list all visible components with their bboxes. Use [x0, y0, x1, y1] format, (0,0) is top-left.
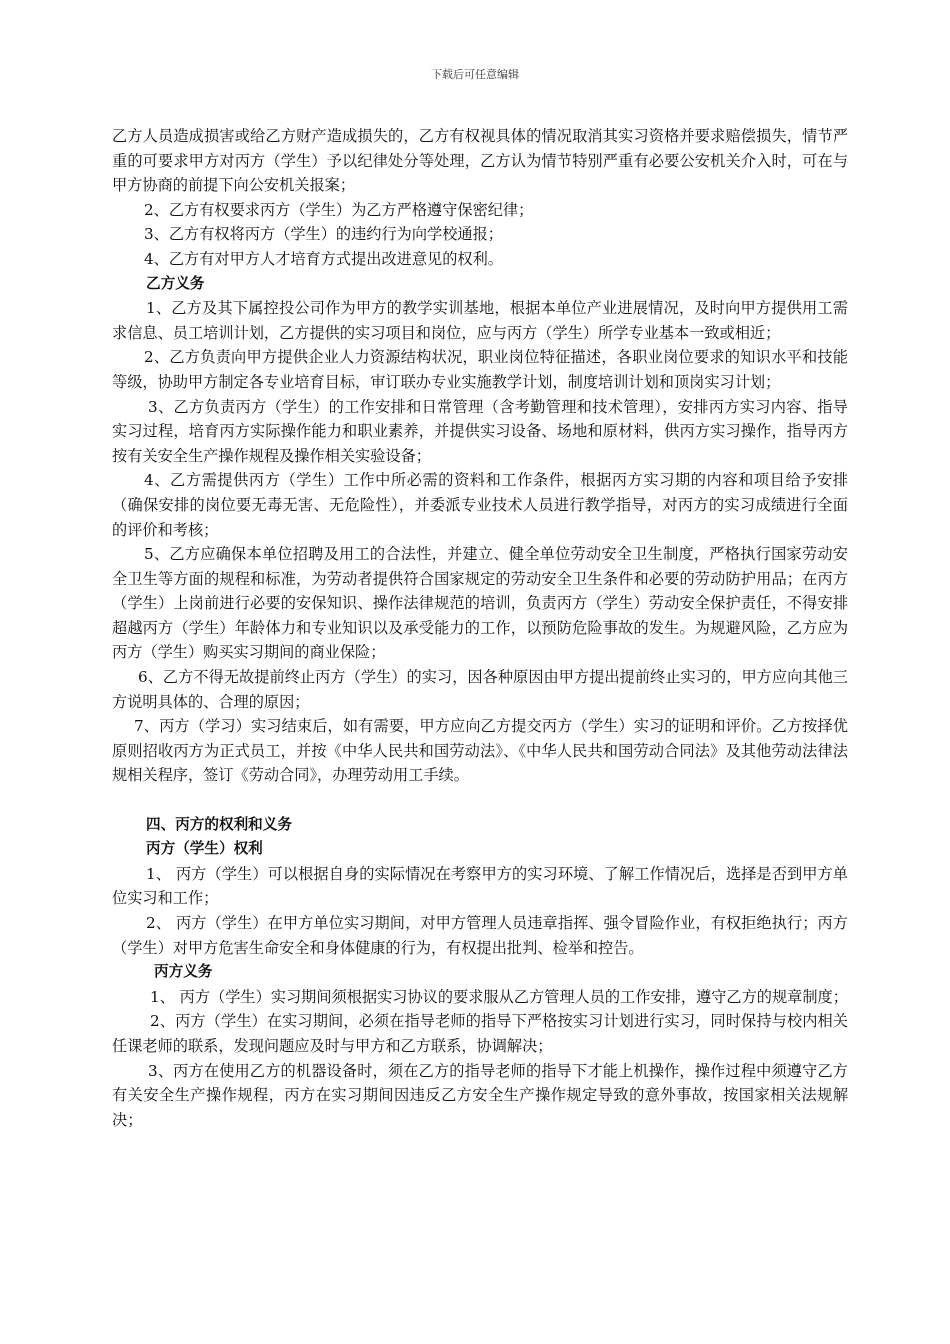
paragraph: 乙方人员造成损害或给乙方财产造成损失的，乙方有权视具体的情况取消其实习资格并要求赔偿损失，情节严重的可要求甲方对丙方（学生）予以纪律处分等处理，乙方认为情节特别严重有必要公安机关介入时，可在与甲方协商的前提下向公安机关报案； [112, 127, 848, 195]
section-heading: 四、丙方的权利和义务 [146, 815, 292, 833]
paragraph: 4、乙方有对甲方人才培育方式提出改进意见的权利。 [144, 249, 503, 268]
page-header: 下载后可任意编辑 [431, 68, 519, 81]
document-body [112, 124, 848, 1132]
paragraph: 5、乙方应确保本单位招聘及用工的合法性，并建立、健全单位劳动安全卫生制度，严格执行国家劳动安全卫生等方面的规程和标准，为劳动者提供符合国家规定的劳动安全卫生条件和必要的劳动防护用品；在丙方（学生）上岗前进行必要的安保知识、操作法律规范的培训，负责丙方（学生）劳动安全保护责任，不得安排超越丙方（学生）年龄体力和专业知识以及承受能力的工作，以预防危险事故的发生。为规避风险，乙方应为丙方（学生）购买实习期间的商业保险； [112, 545, 848, 662]
paragraph: 2、丙方（学生）在实习期间，必须在指导老师的指导下严格按实习计划进行实习，同时保持与校内相关任课老师的联系，发现问题应及时与甲方和乙方联系，协调解决； [112, 1012, 848, 1055]
section-heading: 乙方义务 [146, 274, 205, 292]
paragraph: 7、丙方（学习）实习结束后，如有需要，甲方应向乙方提交丙方（学生）实习的证明和评价。乙方按择优原则招收丙方为正式员工，并按《中华人民共和国劳动法》、《中华人民共和国劳动合同法》及其他劳动法律法规相关程序，签订《劳动合同》，办理劳动用工手续。 [112, 717, 848, 785]
paragraph: 2、乙方负责向甲方提供企业人力资源结构状况，职业岗位特征描述，各职业岗位要求的知识水平和技能等级，协助甲方制定各专业培育目标，审订联办专业实施教学计划，制度培训计划和顶岗实习计划； [112, 348, 848, 391]
paragraph: 3、丙方在使用乙方的机器设备时，须在乙方的指导老师的指导下才能上机操作，操作过程中须遵守乙方有关安全生产操作规程，丙方在实习期间因违反乙方安全生产操作规定导致的意外事故，按国家相关法规解决； [112, 1061, 848, 1129]
paragraph: 1、 丙方（学生）实习期间须根据实习协议的要求服从乙方管理人员的工作安排，遵守乙方的规章制度； [150, 987, 848, 1006]
blank-line [112, 788, 848, 813]
paragraph: 3、乙方有权将丙方（学生）的违约行为向学校通报； [144, 225, 503, 244]
section-heading: 丙方（学生）权利 [146, 840, 263, 858]
paragraph: 3、乙方负责丙方（学生）的工作安排和日常管理（含考勤管理和技术管理），安排丙方实习内容、指导实习过程，培育丙方实际操作能力和职业素养，并提供实习设备、场地和原材料，供丙方实习操作，指导丙方按有关安全生产操作规程及操作相关实验设备； [112, 397, 848, 465]
paragraph: 2、乙方有权要求丙方（学生）为乙方严格遵守保密纪律； [144, 200, 534, 219]
paragraph: 2、 丙方（学生）在甲方单位实习期间，对甲方管理人员违章指挥、强令冒险作业，有权拒绝执行；丙方（学生）对甲方危害生命安全和身体健康的行为，有权提出批判、检举和控告。 [112, 914, 848, 957]
paragraph: 4、乙方需提供丙方（学生）工作中所必需的资料和工作条件，根据丙方实习期的内容和项目给予安排（确保安排的岗位要无毒无害、无危险性），并委派专业技术人员进行教学指导，对丙方的实习成绩进行全面的评价和考核； [112, 471, 848, 539]
section-heading: 丙方义务 [154, 963, 213, 981]
paragraph: 6、乙方不得无故提前终止丙方（学生）的实习，因各种原因由甲方提出提前终止实习的，甲方应向其他三方说明具体的、合理的原因； [112, 668, 848, 711]
paragraph: 1、乙方及其下属控投公司作为甲方的教学实训基地，根据本单位产业进展情况，及时向甲方提供用工需求信息、员工培训计划，乙方提供的实习项目和岗位，应与丙方（学生）所学专业基本一致或相近； [112, 299, 848, 342]
paragraph: 1、 丙方（学生）可以根据自身的实际情况在考察甲方的实习环境、了解工作情况后，选择是否到甲方单位实习和工作； [112, 864, 848, 908]
